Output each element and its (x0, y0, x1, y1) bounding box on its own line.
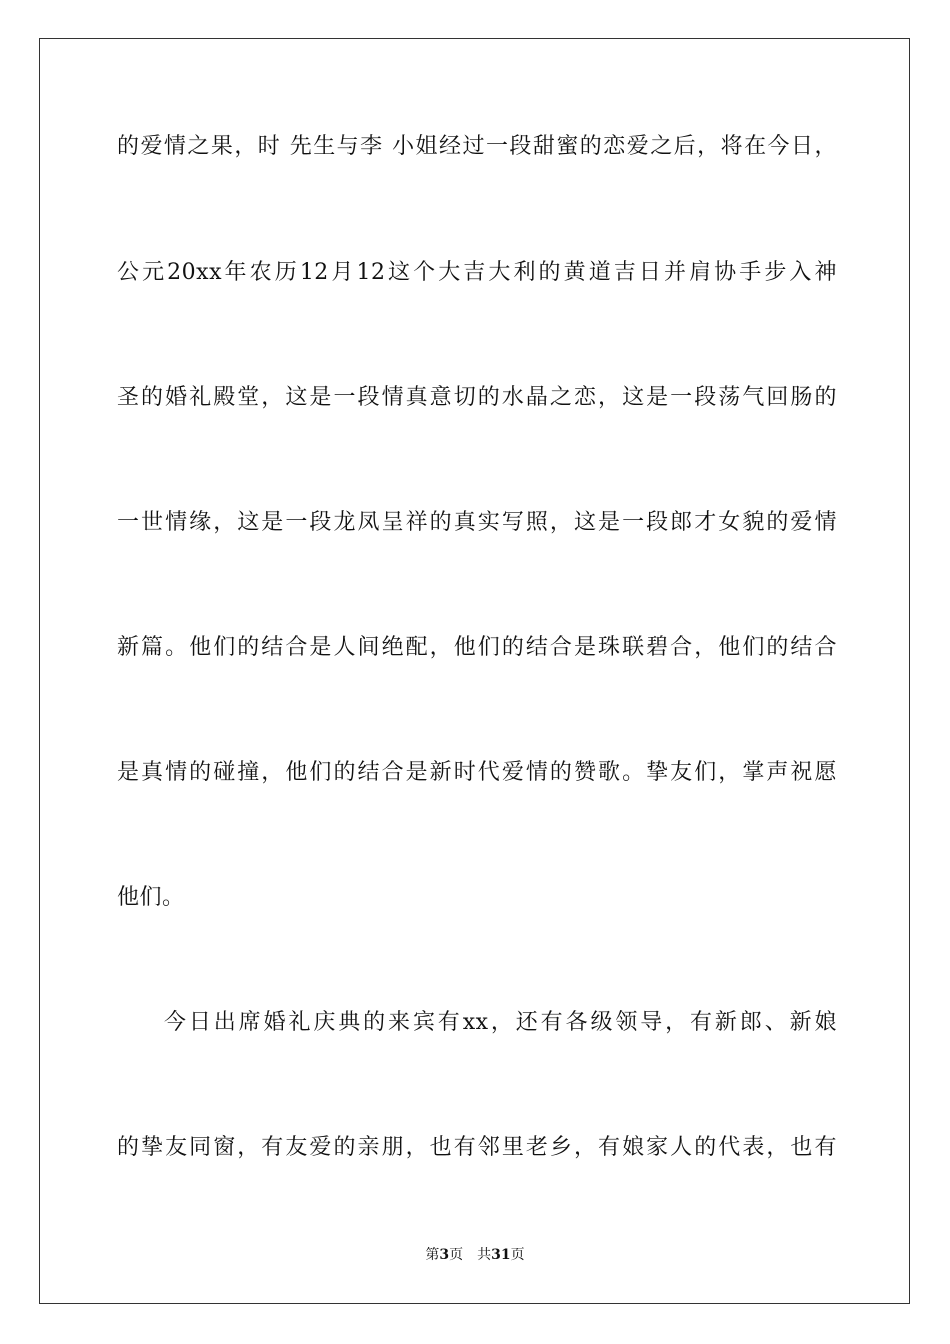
footer-total-prefix: 共 (477, 1247, 492, 1263)
footer-page-prefix: 第 (425, 1247, 440, 1263)
text-line-8: 今日出席婚礼庆典的来宾有xx，还有各级领导，有新郎、新娘 (164, 1010, 837, 1035)
page-frame (39, 38, 910, 1304)
footer-page-current: 3 (439, 1247, 450, 1263)
text-line-5: 新篇。他们的结合是人间绝配，他们的结合是珠联碧合，他们的结合 (117, 635, 837, 660)
footer-total-suffix: 页 (510, 1247, 525, 1263)
text-line-1: 的爱情之果，时 先生与李 小姐经过一段甜蜜的恋爱之后，将在今日， (117, 134, 837, 159)
text-line-7: 他们。 (117, 885, 185, 910)
footer-page-total: 31 (491, 1247, 511, 1263)
text-line-3: 圣的婚礼殿堂，这是一段情真意切的水晶之恋，这是一段荡气回肠的 (117, 385, 837, 410)
text-line-4: 一世情缘，这是一段龙凤呈祥的真实写照，这是一段郎才女貌的爱情 (117, 510, 837, 535)
text-line-2: 公元20xx年农历12月12这个大吉大利的黄道吉日并肩协手步入神 (117, 260, 837, 285)
text-line-6: 是真情的碰撞，他们的结合是新时代爱情的赞歌。挚友们，掌声祝愿 (117, 760, 837, 785)
footer-page-suffix: 页 (449, 1247, 464, 1263)
page-footer (0, 1246, 950, 1264)
text-line-9: 的挚友同窗，有友爱的亲朋，也有邻里老乡，有娘家人的代表，也有 (117, 1135, 837, 1160)
